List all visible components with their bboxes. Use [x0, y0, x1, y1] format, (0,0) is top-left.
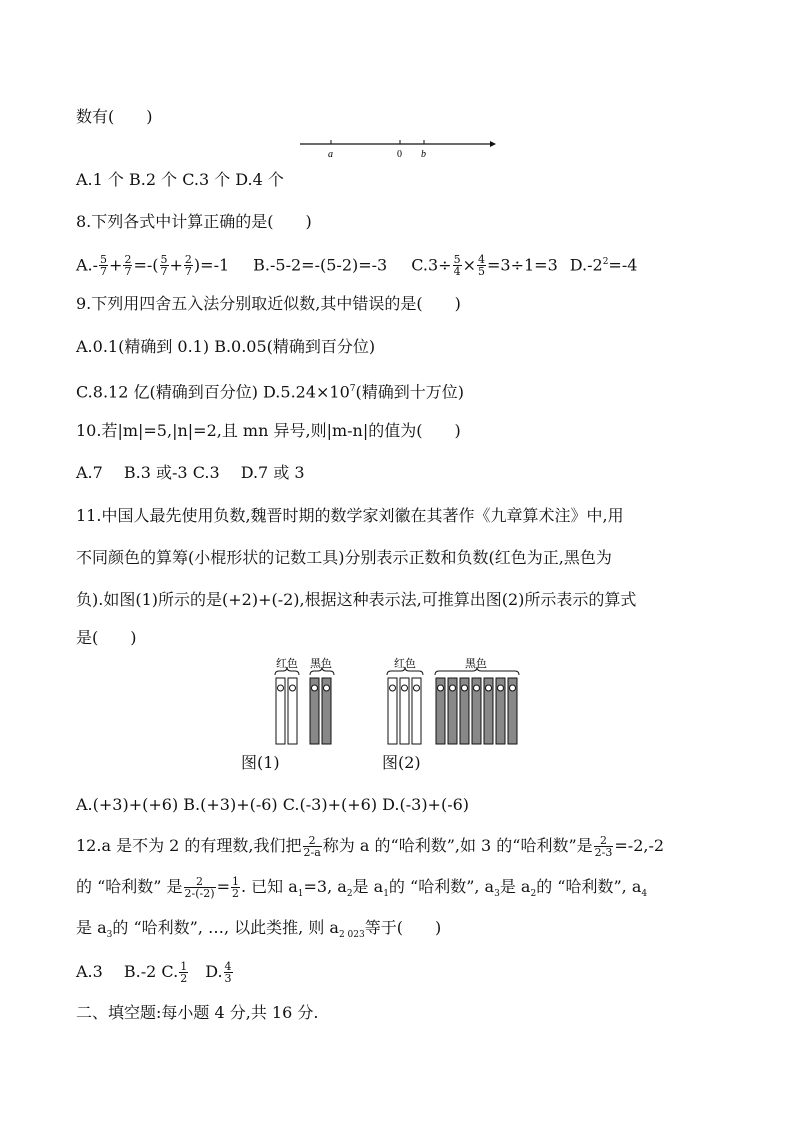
q11-line1: 11.中国人最先使用负数,魏晋时期的数学家刘徽在其著作《九章算术注》中,用	[76, 506, 624, 525]
q11-options: A.(+3)+(+6) B.(+3)+(-6) C.(-3)+(+6) D.(-3)+(-6)	[76, 795, 470, 814]
number-line-figure	[298, 134, 498, 162]
counting-rods-figure	[270, 655, 530, 747]
fraction: $\frac{5}{4}$	[453, 253, 461, 279]
fig2-caption: 图(2)	[382, 753, 421, 772]
fig1-red-rods	[276, 678, 297, 744]
q12-line1: 12.a 是不为 2 的有理数,我们把 $\frac{2}{2-a}$ 称为 a 的“哈利数”,如 3 的“哈利数”是 $\frac{2}{2-3}$ =-2,-2	[76, 834, 665, 859]
question-continuation: 数有( )	[76, 107, 153, 126]
q11-line2: 不同颜色的算筹(小棍形状的记数工具)分别表示正数和负数(红色为正,黑色为	[76, 548, 612, 567]
q7-options: A.1 个 B.2 个 C.3 个 D.4 个	[76, 170, 284, 189]
fraction: $\frac{2}{7}$	[124, 253, 132, 279]
fig2-red-rods	[388, 678, 421, 744]
fraction: $\frac{2}{2-(-2)}$	[184, 875, 215, 900]
fig2-black-rods	[436, 678, 517, 744]
fraction: $\frac{5}{7}$	[160, 253, 168, 279]
fraction: $\frac{4}{3}$	[224, 960, 232, 985]
q9-options-cd: C.8.12 亿(精确到百分位) $D.5.24\times 10^7$(精确到十万位)	[76, 382, 465, 402]
fig2-red-label: 红色	[394, 657, 416, 670]
q8-stem: 8.下列各式中计算正确的是( )	[76, 212, 312, 231]
fraction: $\frac{4}{5}$	[477, 253, 485, 279]
label-a: a	[328, 149, 333, 160]
q9-stem: 9.下列用四舍五入法分别取近似数,其中错误的是( )	[76, 294, 461, 313]
q8-options: A.- $\frac{5}{7}$ + $\frac{2}{7}$ =-( $\frac{5}{7}$ + $\frac{2}{7}$ )=-1 B.-5-2=-(5-2)=-3 C.3÷ $\frac{5}{4}$ × $\frac{4}{5}$ =3÷1=3 $D.-2^2=-4$	[76, 253, 638, 279]
fraction: $\frac{1}{2}$	[231, 875, 239, 900]
fraction: $\frac{2}{2-a}$	[303, 834, 321, 859]
fig1-caption: 图(1)	[241, 753, 280, 772]
fig2-black-label: 黑色	[465, 657, 487, 670]
q11-line3: 负).如图(1)所示的是(+2)+(-2),根据这种表示法,可推算出图(2)所示表示的算式	[76, 590, 637, 609]
number-line-arrow	[490, 141, 496, 147]
q12-options: A.3 B.-2 C. $\frac{1}{2}$ D. $\frac{4}{3}$	[76, 960, 232, 985]
q9-options-ab: A.0.1(精确到 0.1) B.0.05(精确到百分位)	[76, 337, 376, 356]
fig1-black-label: 黑色	[310, 657, 332, 670]
fig2-red-brace	[387, 667, 423, 675]
label-0: 0	[397, 149, 402, 160]
q12-line2: 的 “哈利数” 是 $\frac{2}{2-(-2)}$ = $\frac{1}{2}$ . 已知 $a_1=3$, $a_2$是 $a_1$的 “哈利数”, $a_3$是 $a_2$的 “哈利数”, $a_4$	[76, 875, 648, 900]
q10-stem: 10.若|m|=5,|n|=2,且 mn 异号,则|m-n|的值为( )	[76, 421, 461, 440]
fraction: $\frac{2}{2-3}$	[594, 834, 613, 859]
fraction: $\frac{1}{2}$	[180, 960, 188, 985]
fraction: $\frac{2}{7}$	[184, 253, 192, 279]
fig2-black-brace	[435, 667, 519, 675]
fig1-black-rods	[310, 678, 331, 744]
label-b: b	[421, 149, 426, 160]
q12-line3: 是 $a_3$的 “哈利数”, …, 以此类推, 则 $a_{2 023}$等于( )	[76, 918, 442, 941]
section-2-heading: 二、填空题:每小题 4 分,共 16 分.	[76, 1003, 319, 1022]
q10-options: A.7 B.3 或-3 C.3 D.7 或 3	[76, 463, 305, 482]
fraction: $\frac{5}{7}$	[100, 253, 108, 279]
fig1-red-label: 红色	[276, 657, 298, 670]
q11-line4: 是( )	[76, 628, 137, 647]
